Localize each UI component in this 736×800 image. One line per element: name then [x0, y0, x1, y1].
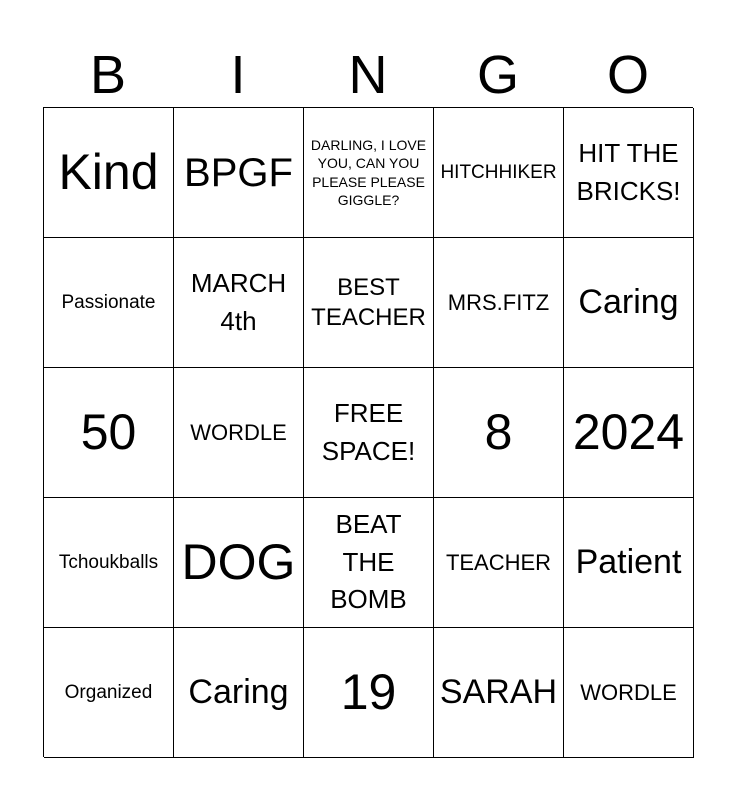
- cell-text: MARCH 4th: [190, 267, 287, 336]
- bingo-cell: [44, 628, 174, 758]
- header-letter-i: I: [230, 45, 246, 105]
- header-letter-g: G: [476, 45, 519, 105]
- bingo-cell: [44, 498, 174, 628]
- bingo-cell: [174, 368, 304, 498]
- cell-text: Tchoukballs: [58, 551, 159, 573]
- bingo-cell: [304, 108, 434, 238]
- bingo-cell: [174, 108, 304, 238]
- cell-text: DOG: [181, 533, 296, 590]
- cell-text: Passionate: [61, 291, 156, 313]
- cell-text: BEST TEACHER: [311, 273, 426, 331]
- cell-text: FREE SPACE!: [321, 397, 416, 466]
- cell-text: BPGF: [184, 150, 293, 195]
- bingo-grid: [43, 107, 693, 757]
- cell-text: Kind: [58, 143, 159, 200]
- cell-text: 8: [484, 403, 513, 460]
- bingo-cell: [174, 498, 304, 628]
- cell-text: WORDLE: [580, 679, 677, 705]
- cell-text: Organized: [64, 681, 153, 703]
- cell-text: WORDLE: [190, 419, 287, 445]
- bingo-header: [43, 42, 693, 108]
- cell-text: Caring: [188, 672, 289, 711]
- bingo-cell: [434, 498, 564, 628]
- bingo-cell: [434, 628, 564, 758]
- cell-text: 19: [340, 663, 397, 720]
- header-letter-n: N: [348, 45, 388, 105]
- bingo-cell: [44, 368, 174, 498]
- cell-text: SARAH: [439, 672, 558, 711]
- bingo-cell: [44, 108, 174, 238]
- bingo-cell: [44, 238, 174, 368]
- bingo-cell: [434, 238, 564, 368]
- cell-text: TEACHER: [445, 549, 552, 575]
- cell-text: 50: [80, 403, 137, 460]
- bingo-cell: [564, 368, 694, 498]
- cell-text: DARLING, I LOVE YOU, CAN YOU PLEASE PLEASE GIGGLE?: [310, 137, 427, 208]
- bingo-cell: [304, 498, 434, 628]
- bingo-cell: [434, 108, 564, 238]
- bingo-cell: [564, 628, 694, 758]
- header-letter-b: B: [89, 45, 127, 105]
- bingo-cell: [304, 628, 434, 758]
- cell-text: BEAT THE BOMB: [330, 508, 407, 615]
- cell-text: Caring: [578, 282, 679, 321]
- bingo-cell: [434, 368, 564, 498]
- bingo-cell: [174, 628, 304, 758]
- cell-text: Patient: [575, 542, 682, 581]
- free-space-cell: [304, 368, 434, 498]
- bingo-cell: [564, 238, 694, 368]
- bingo-cell: [304, 238, 434, 368]
- cell-text: MRS.FITZ: [447, 289, 550, 315]
- cell-text: 2024: [572, 403, 685, 460]
- bingo-cell: [174, 238, 304, 368]
- cell-text: HITCHHIKER: [440, 161, 557, 183]
- cell-text: HIT THE BRICKS!: [576, 137, 681, 206]
- bingo-cell: [564, 498, 694, 628]
- bingo-cell: [564, 108, 694, 238]
- header-letter-o: O: [606, 45, 649, 105]
